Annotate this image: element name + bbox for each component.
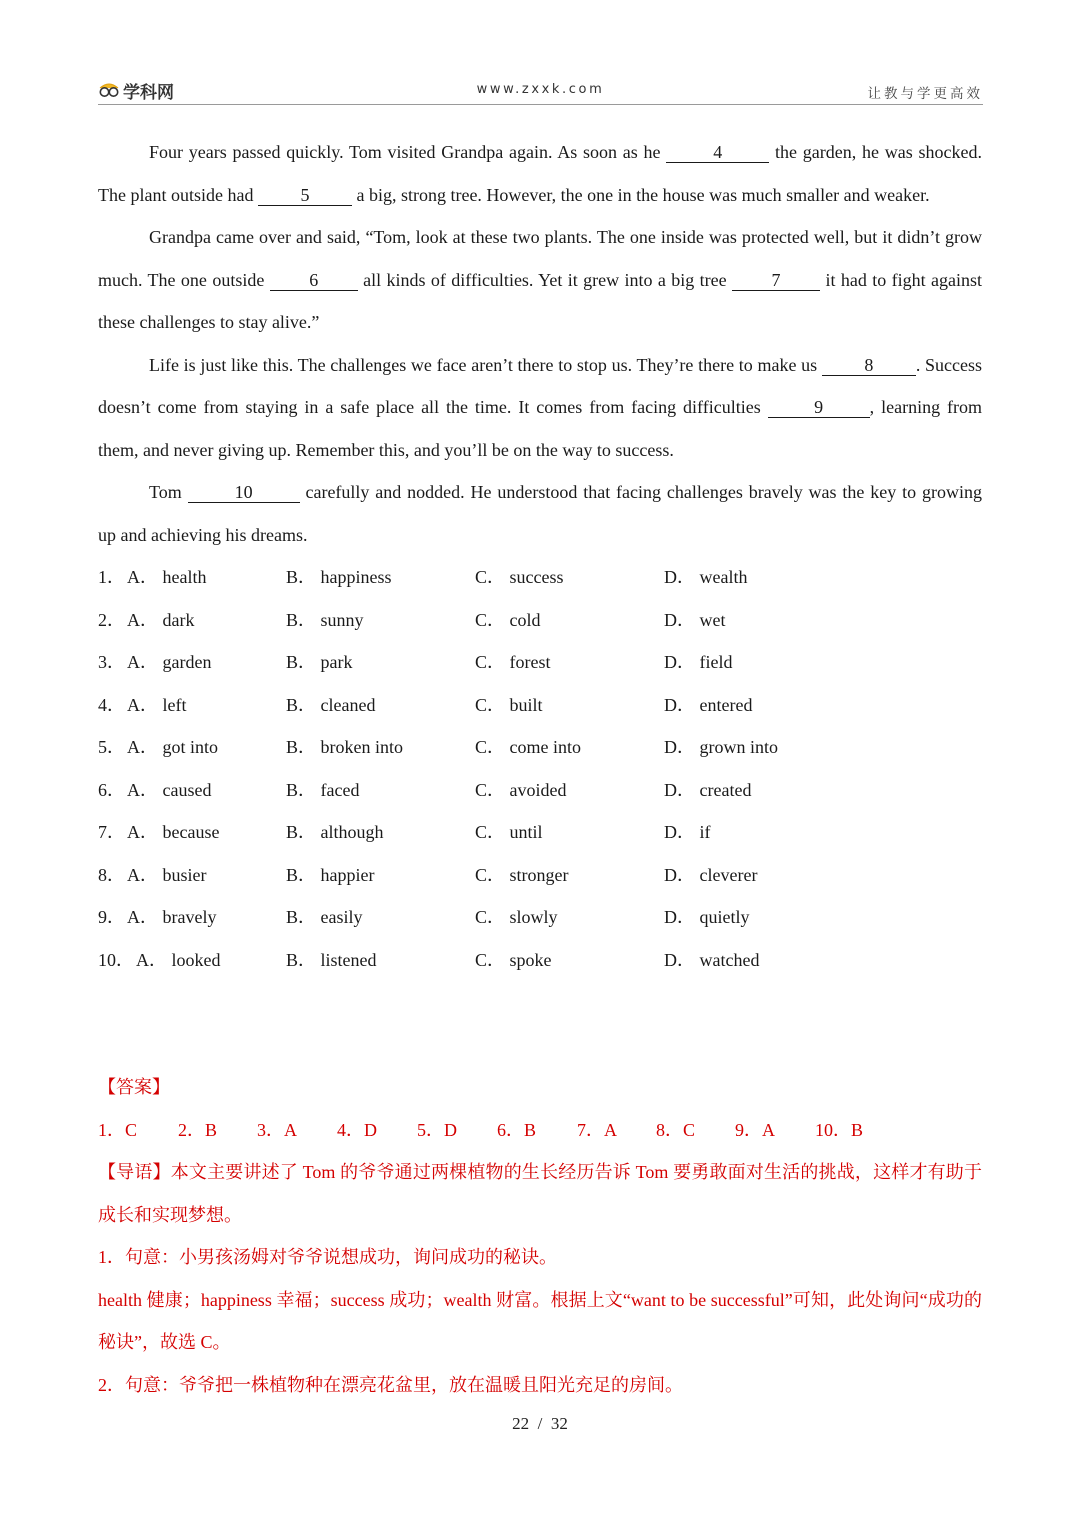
option-b[interactable]: B． happiness (286, 567, 392, 587)
answer-key: 5．D (417, 1119, 457, 1140)
question-number: 5． (98, 737, 125, 757)
answer-section (98, 1066, 982, 1406)
option-row-3 (98, 641, 982, 684)
option-row-1 (98, 556, 982, 599)
guide-text: 【导语】本文主要讲述了 Tom 的爷爷通过两棵植物的生长经历告诉 Tom 要勇敢面对生活的挑战，这样才有助于成长和实现梦想。 (98, 1162, 982, 1225)
option-b[interactable]: B． sunny (286, 609, 364, 630)
option-a[interactable]: A． garden (127, 652, 212, 672)
answer-key: 2．B (178, 1119, 218, 1140)
blank-9: 9 (768, 397, 870, 418)
option-b[interactable]: B． listened (286, 949, 377, 970)
option-c[interactable]: C． slowly (475, 907, 558, 927)
question-number: 6． (98, 779, 125, 800)
option-a[interactable]: A． dark (127, 609, 195, 630)
option-b[interactable]: B． although (286, 822, 384, 842)
q2-meaning: 2．句意：爷爷把一株植物种在漂亮花盆里，放在温暖且阳光充足的房间。 (98, 1374, 683, 1395)
option-b[interactable]: B． broken into (286, 737, 403, 757)
question-number: 8． (98, 864, 125, 885)
option-c[interactable]: C． cold (475, 609, 541, 630)
option-row-5 (98, 726, 982, 769)
option-d[interactable]: D． wet (664, 609, 726, 630)
text-span: Four years passed quickly. Tom visited Grandpa again. As soon as he (149, 142, 667, 162)
logo-text: 学科网 (123, 82, 174, 103)
option-d[interactable]: D． if (664, 822, 711, 842)
option-a[interactable]: A． because (127, 822, 220, 842)
page-number: 22 / 32 (512, 1414, 568, 1433)
option-b[interactable]: B． faced (286, 779, 360, 800)
question-number: 4． (98, 694, 125, 715)
option-b[interactable]: B． cleaned (286, 694, 376, 715)
question-number: 2． (98, 609, 125, 630)
option-d[interactable]: D． field (664, 652, 733, 672)
answer-key: 9．A (735, 1119, 775, 1140)
question-number: 3． (98, 652, 125, 672)
blank-4: 4 (666, 142, 769, 163)
option-row-2 (98, 599, 982, 642)
option-c[interactable]: C． until (475, 822, 543, 842)
answer-key: 3．A (257, 1119, 297, 1140)
option-b[interactable]: B． easily (286, 907, 363, 927)
option-row-8 (98, 854, 982, 897)
text-span: it had to fight against these challenges to stay alive.” (98, 269, 982, 332)
option-d[interactable]: D． created (664, 779, 752, 800)
option-c[interactable]: C． forest (475, 652, 551, 672)
option-a[interactable]: A． left (127, 694, 187, 715)
option-a[interactable]: A． busier (127, 864, 207, 885)
answer-key: 4．D (337, 1119, 377, 1140)
option-d[interactable]: D． entered (664, 694, 753, 715)
answer-key: 7．A (577, 1119, 617, 1140)
answer-key: 10．B (815, 1119, 864, 1140)
option-a[interactable]: A． health (127, 567, 207, 587)
answer-key: 6．B (497, 1119, 537, 1140)
option-a[interactable]: A． got into (127, 737, 219, 757)
passage-content (98, 131, 982, 981)
option-d[interactable]: D． cleverer (664, 864, 758, 885)
option-c[interactable]: C． avoided (475, 779, 567, 800)
option-a[interactable]: A． looked (136, 949, 221, 970)
option-c[interactable]: C． success (475, 567, 564, 587)
option-row-10 (98, 939, 982, 982)
option-row-9 (98, 896, 982, 939)
answer-key: 1．C (98, 1119, 138, 1140)
option-row-4 (98, 684, 982, 727)
option-c[interactable]: C． stronger (475, 864, 569, 885)
blank-5: 5 (258, 185, 352, 206)
option-a[interactable]: A． caused (127, 779, 212, 800)
answer-key: 8．C (656, 1119, 696, 1140)
text-span: carefully and nodded. He understood that facing challenges bravely was the key to growing up and achieving his dreams. (98, 482, 982, 545)
options-list (98, 556, 982, 981)
option-b[interactable]: B． happier (286, 864, 375, 885)
option-c[interactable]: C． come into (475, 737, 581, 757)
question-number: 10． (98, 949, 134, 970)
text-span: a big, strong tree. However, the one in the house was much smaller and weaker. (351, 184, 930, 205)
option-row-7 (98, 811, 982, 854)
q1-meaning: 1．句意：小男孩汤姆对爷爷说想成功，询问成功的秘诀。 (98, 1247, 557, 1267)
option-row-6 (98, 769, 982, 812)
blank-10: 10 (188, 482, 300, 503)
answer-title: 【答案】 (98, 1077, 170, 1097)
paragraph-4 (98, 471, 982, 556)
text-span: the garden, he was shocked. The plant outside had (98, 142, 982, 205)
paragraph-3 (98, 344, 982, 472)
text-span: . Success doesn’t come from staying in a safe place all the time. It comes from facing difficulties (98, 354, 982, 417)
text-span: all kinds of difficulties. Yet it grew into a big tree (357, 269, 733, 290)
text-span: Grandpa came over and said, “Tom, look at these two plants. The one inside was protected well, but it didn’t grow much. The one outside (98, 227, 982, 290)
text-span: Tom (149, 482, 188, 502)
paragraph-2 (98, 216, 982, 344)
answer-keys (98, 1109, 982, 1152)
page-header (98, 74, 983, 105)
header-slogan: 让教与学更高效 (867, 86, 983, 102)
site-url[interactable]: www.zxxk.com (476, 82, 605, 97)
blank-8: 8 (822, 355, 916, 376)
question-number: 7． (98, 822, 125, 842)
option-d[interactable]: D． wealth (664, 567, 748, 587)
blank-7: 7 (732, 270, 820, 291)
question-number: 9． (98, 907, 125, 927)
paragraph-1 (98, 131, 982, 216)
q1-explanation: health 健康；happiness 幸福；success 成功；wealth 财富。根据上文“want to be successful”可知，此处询问“成功的秘诀”，故选 C。 (98, 1289, 982, 1352)
option-a[interactable]: A． bravely (127, 907, 217, 927)
text-span: Life is just like this. The challenges we face aren’t there to stop us. They’re there to make us (149, 354, 822, 375)
text-span: , learning from them, and never giving up. Remember this, and you’ll be on the way to success. (98, 397, 982, 460)
blank-6: 6 (270, 270, 358, 291)
option-c[interactable]: C． built (475, 694, 543, 715)
option-d[interactable]: D． watched (664, 949, 760, 970)
option-d[interactable]: D． grown into (664, 737, 778, 757)
option-d[interactable]: D． quietly (664, 907, 750, 927)
option-c[interactable]: C． spoke (475, 949, 552, 970)
question-number: 1． (98, 567, 125, 587)
option-b[interactable]: B． park (286, 652, 353, 672)
